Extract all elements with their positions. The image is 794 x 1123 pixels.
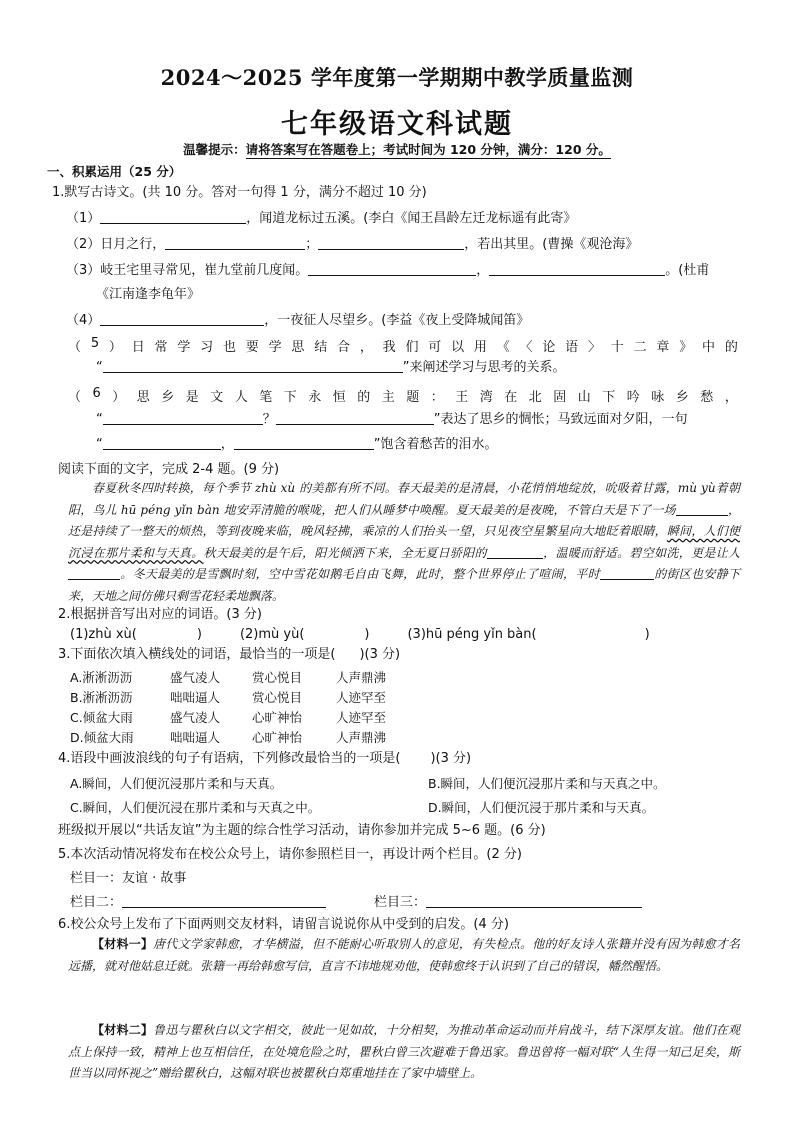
paren-close: ) xyxy=(196,627,202,642)
answer-blank[interactable] xyxy=(165,236,305,250)
q3-stem xyxy=(58,646,400,664)
q2-a: (1)zhù xù( xyxy=(70,627,137,642)
answer-blank[interactable] xyxy=(234,436,374,450)
exam-title: 2024～2025 学年度第一学期期中教学质量监测 xyxy=(160,65,634,90)
q1-item-6-char: 愁 xyxy=(700,390,714,405)
passage-text: 秋天最美的是午后，阳光倾洒下来，全无夏日骄阳的 xyxy=(203,545,487,560)
paren-close: ) xyxy=(644,627,650,642)
passage-text: 的街区也安静下来，天地之间仿佛只剩雪花轻柔地飘落。 xyxy=(68,567,740,603)
q3-option-a-3: 赏心悦目 xyxy=(252,670,303,685)
q3-option-a-2: 盛气凌人 xyxy=(170,670,221,685)
q1-item-5-char: 论 xyxy=(542,340,556,355)
q1-item-5-char: ） xyxy=(108,340,122,355)
q1-item-5-char: 也 xyxy=(222,340,236,355)
q1-item-5-char: （ xyxy=(68,340,82,355)
q1-item-5-line xyxy=(68,336,738,355)
q1-stem: 1.默写古诗文。(共 10 分。答对一句得 1 分，满分不超过 10 分) xyxy=(52,185,427,200)
q1-item-5-char: 以 xyxy=(451,340,465,355)
q1-item-6-char: 山 xyxy=(577,390,591,405)
q1-item-6-line xyxy=(68,386,738,405)
q5-stem: 5.本次活动情况将发布在校公众号上，请你参照栏目一，再设计两个栏目。(2 分) xyxy=(58,847,522,862)
q3-option-c-3: 心旷神怡 xyxy=(252,710,303,725)
q1-item-6-sep2: ， xyxy=(220,437,234,452)
q3-option-d-1: D.倾盆大雨 xyxy=(70,730,134,745)
q1-item-6-char: 是 xyxy=(185,390,199,405)
q1-item-3-source: 《江南逢李龟年》 xyxy=(96,287,201,302)
q1-item-6-char: 恒 xyxy=(332,390,346,405)
q2-answers xyxy=(70,626,650,644)
q1-item-6-char: 乡 xyxy=(675,390,689,405)
q4-option-b: B.瞬间，人们便沉浸那片柔和与天真之中。 xyxy=(428,776,666,791)
q4-stem-text: 4.语段中画波浪线的句子有语病，下列修改最恰当的一项是( xyxy=(58,751,401,766)
q4-option-c: C.瞬间，人们便沉浸在那片柔和与天真之中。 xyxy=(70,800,321,815)
answer-blank[interactable] xyxy=(100,210,246,224)
q3-option-a-1: A.淅淅沥沥 xyxy=(70,670,133,685)
q1-item-6-char: 下 xyxy=(283,390,297,405)
quote-open: “ xyxy=(96,360,103,375)
q1-item-5-char: 用 xyxy=(473,340,487,355)
q1-item-6-text2: ”饱含着愁苦的泪水。 xyxy=(373,437,498,452)
answer-blank[interactable] xyxy=(103,436,221,450)
q5-column-2 xyxy=(70,894,326,912)
material-2-text: 鲁迅与瞿秋白以文字相交，彼此一见如故，十分相契，为推动革命运动而并肩战斗，结下深厚友谊。他们在观点上保持一致，精神上也互相信任，在处境危险之时，瞿秋白曾三次避难于鲁迅家。鲁迅曾将一幅对联“人生得一知己足矣，斯世当以同怀视之”赠给瞿秋白，这幅对联也被瞿秋白郑重地挂在了家中墙壁上。 xyxy=(68,1023,740,1080)
q6-stem: 6.校公众号上发布了下面两则交友材料，请留言说说你从中受到的启发。(4 分) xyxy=(58,917,509,932)
q3-option-c-2: 盛气凌人 xyxy=(170,710,221,725)
q3-score: )(3 分) xyxy=(359,647,401,662)
q4-stem xyxy=(58,750,471,768)
q1-item-6-sep: ？ xyxy=(262,412,276,427)
q1-item-6-char: 的 xyxy=(357,390,371,405)
passage-blank-4 xyxy=(600,566,654,580)
q5-column-3-label: 栏目三： xyxy=(374,895,427,910)
passage-text: 。冬天最美的是雪飘时刻，空中雪花如鹅毛自由飞舞，此时，整个世界停止了喧闹，平时 xyxy=(120,567,600,581)
q3-stem-text: 3.下面依次填入横线处的词语，最恰当的一项是( xyxy=(58,647,336,662)
q3-option-b-1: B.淅淅沥沥 xyxy=(70,690,133,705)
material-1-text: 唐代文学家韩愈，才华横溢，但不能耐心听取别人的意见，有失检点。他的好友诗人张籍并没有因为韩愈才名远播，就对他姑息迁就。张籍一再给韩愈写信，直言不讳地规劝他，使韩愈终于认识到了自己的错误，幡然醒悟。 xyxy=(68,937,740,973)
q1-item-3-label: （3）岐王宅里寻常见，崔九堂前几度闻。 xyxy=(66,263,309,278)
q3-option-a-4: 人声鼎沸 xyxy=(336,670,387,685)
q1-item-6-char: ： xyxy=(430,390,444,405)
section-heading: 一、积累运用（25 分） xyxy=(47,164,182,179)
q3-option-d-3: 心旷神怡 xyxy=(252,730,303,745)
answer-blank[interactable] xyxy=(122,894,326,908)
q1-item-5-char: 章 xyxy=(656,340,670,355)
answer-blank[interactable] xyxy=(318,236,464,250)
q1-item-5-char: 十 xyxy=(610,340,624,355)
quote-open: “ xyxy=(96,437,103,452)
tip-text: 请将答案写在答题卷上；考试时间为 120 分钟，满分：120 分。 xyxy=(245,142,611,157)
q3-option-b-3: 赏心悦目 xyxy=(252,690,303,705)
answer-blank[interactable] xyxy=(100,312,264,326)
q1-item-5-char: 我 xyxy=(382,340,396,355)
q2-stem: 2.根据拼音写出对应的词语。(3 分) xyxy=(58,607,262,622)
q1-item-6-char: （ xyxy=(68,390,82,405)
material-1-label: 【材料一】 xyxy=(92,937,154,951)
q3-option-d-2: 咄咄逼人 xyxy=(170,730,221,745)
quote-open: “ xyxy=(96,412,103,427)
passage-blank-1 xyxy=(676,502,728,516)
exam-tip xyxy=(0,140,794,158)
q1-item-6-char: 思 xyxy=(136,390,150,405)
q1-item-5-char: 的 xyxy=(724,340,738,355)
material-2-label: 【材料二】 xyxy=(92,1023,154,1037)
q1-item-5-char: ， xyxy=(359,340,373,355)
passage-text: ，温暖而舒适。碧空如洗，更是让人 xyxy=(542,545,740,560)
q1-item-6-char: 下 xyxy=(602,390,616,405)
paren-close: ) xyxy=(364,627,370,642)
q1-item-2-label: （2）日月之行， xyxy=(66,237,166,252)
q1-item-6-char: 咏 xyxy=(651,390,665,405)
tip-label: 温馨提示： xyxy=(183,142,246,157)
q1-item-6-char: 永 xyxy=(308,390,322,405)
q1-item-5-char: 〈 xyxy=(519,340,533,355)
q1-item-6-text: ”表达了思乡的惆怅；马致远面对夕阳，一句 xyxy=(433,412,688,427)
q3-option-c-4: 人迹罕至 xyxy=(336,710,387,725)
q5-column-1: 栏目一：友谊 · 故事 xyxy=(70,871,187,886)
q4-option-d: D.瞬间，人们便沉浸于那片柔和与天真。 xyxy=(428,800,655,815)
q1-item-5-char: 二 xyxy=(633,340,647,355)
q1-item-5-char: 学 xyxy=(177,340,191,355)
q1-item-2-text: ，若出其里。(曹操《观沧海》 xyxy=(464,237,639,252)
q1-item-2 xyxy=(66,236,638,254)
activity-intro: 班级拟开展以“共话友谊”为主题的综合性学习活动，请你参加并完成 5~6 题。(6 分) xyxy=(58,823,546,838)
q1-item-5-char: 思 xyxy=(291,340,305,355)
q1-item-6-char: 人 xyxy=(234,390,248,405)
q6-material-1 xyxy=(68,934,740,977)
answer-blank[interactable] xyxy=(103,411,263,425)
passage-text: 春夏秋冬四时转换，每个季节 zhù xù 的美都有所不同。春天最美的是清晨，小花悄悄地绽放，吮吸着甘露，mù yù着朝阳，鸟儿 hū péng yǐn bàn 地安弄清脆的喉咙，把人们从睡梦中唤醒。夏天最美的是夜晚，不管白天是下了一场 xyxy=(68,481,740,517)
q1-item-3 xyxy=(66,262,709,280)
q1-item-5-char: 学 xyxy=(268,340,282,355)
passage-text: ，还是持续了一整天的烦热，等到夜晚来临，晚风轻拂，乘凉的人们抬头一望，只见夜空星繁星向大地眨着眼睛， xyxy=(68,502,740,538)
passage-blank-2 xyxy=(487,545,543,559)
q1-item-3-text: 。(杜甫 xyxy=(665,263,710,278)
q1-item-5-char: 可 xyxy=(428,340,442,355)
q2-b: (2)mù yù( xyxy=(239,627,305,642)
q1-item-6-char: ） xyxy=(112,390,126,405)
q1-item-5-continued xyxy=(96,359,566,377)
q3-option-b-2: 咄咄逼人 xyxy=(170,690,221,705)
wavy-sentence: 瞬间，人们便沉浸在那片柔和与天真。 xyxy=(68,524,740,560)
q1-item-4-text: ，一夜征人尽望乡。(李益《夜上受降城闻笛》 xyxy=(264,313,530,328)
exam-subtitle: 七年级语文科试题 xyxy=(281,109,513,140)
passage-blank-3 xyxy=(68,566,120,580)
q1-item-6-char: 6 xyxy=(92,386,101,401)
q1-item-4-label: （4） xyxy=(66,313,101,328)
q2-c: (3)hū péng yǐn bàn( xyxy=(407,627,537,642)
q1-item-5-char: 日 xyxy=(131,340,145,355)
q1-item-1-text: ，闻道龙标过五溪。(李白《闻王昌龄左迁龙标遥有此寄》 xyxy=(246,211,577,226)
q1-item-6-char: 题 xyxy=(406,390,420,405)
q1-item-6-char: ， xyxy=(724,390,738,405)
reading-passage xyxy=(68,478,740,607)
q1-item-6-continued xyxy=(96,411,688,429)
q4-score: )(3 分) xyxy=(430,751,472,766)
q1-item-6-char: 吟 xyxy=(626,390,640,405)
reading-intro: 阅读下面的文字，完成 2-4 题。(9 分) xyxy=(58,462,280,477)
q1-item-5-char: 语 xyxy=(565,340,579,355)
q1-item-6-char: 固 xyxy=(553,390,567,405)
q1-item-5-char: 中 xyxy=(702,340,716,355)
answer-blank[interactable] xyxy=(103,359,403,373)
q4-option-a: A.瞬间，人们便沉浸那片柔和与天真。 xyxy=(70,776,283,791)
q1-item-5-char: 习 xyxy=(200,340,214,355)
q1-item-5-char: 们 xyxy=(405,340,419,355)
q1-item-6-char: 北 xyxy=(528,390,542,405)
q1-item-6-char: 文 xyxy=(210,390,224,405)
q1-item-5-char: 常 xyxy=(154,340,168,355)
q1-item-1 xyxy=(66,210,576,228)
q5-column-2-label: 栏目二： xyxy=(70,895,123,910)
q1-item-6-char: 王 xyxy=(455,390,469,405)
q1-item-1-label: （1） xyxy=(66,211,101,226)
answer-blank[interactable] xyxy=(308,262,476,276)
answer-blank[interactable] xyxy=(276,411,434,425)
q1-item-5-char: 5 xyxy=(90,336,100,351)
q1-item-5-char: 合 xyxy=(337,340,351,355)
q1-item-6-char: 乡 xyxy=(161,390,175,405)
q1-item-3-sep: ， xyxy=(476,263,490,278)
q1-item-5-char: 《 xyxy=(496,340,510,355)
q3-option-b-4: 人迹罕至 xyxy=(336,690,387,705)
q3-option-c-1: C.倾盆大雨 xyxy=(70,710,133,725)
answer-blank[interactable] xyxy=(426,894,642,908)
q1-item-5-char: 结 xyxy=(314,340,328,355)
q3-option-d-4: 人声鼎沸 xyxy=(336,730,387,745)
q1-item-5-char: 》 xyxy=(679,340,693,355)
q1-item-6-char: 湾 xyxy=(479,390,493,405)
q1-item-6-char: 在 xyxy=(504,390,518,405)
q1-item-6-end xyxy=(96,436,498,454)
q1-item-2-sep: ； xyxy=(305,237,319,252)
q1-item-5-char: 〉 xyxy=(587,340,601,355)
q1-item-6-char: 主 xyxy=(381,390,395,405)
q5-column-3 xyxy=(374,894,642,912)
q6-material-2 xyxy=(68,1020,740,1085)
answer-blank[interactable] xyxy=(489,262,665,276)
q1-item-5-text: ”来阐述学习与思考的关系。 xyxy=(402,360,566,375)
q1-item-5-char: 要 xyxy=(245,340,259,355)
q1-item-4 xyxy=(66,312,529,330)
q1-item-6-char: 笔 xyxy=(259,390,273,405)
